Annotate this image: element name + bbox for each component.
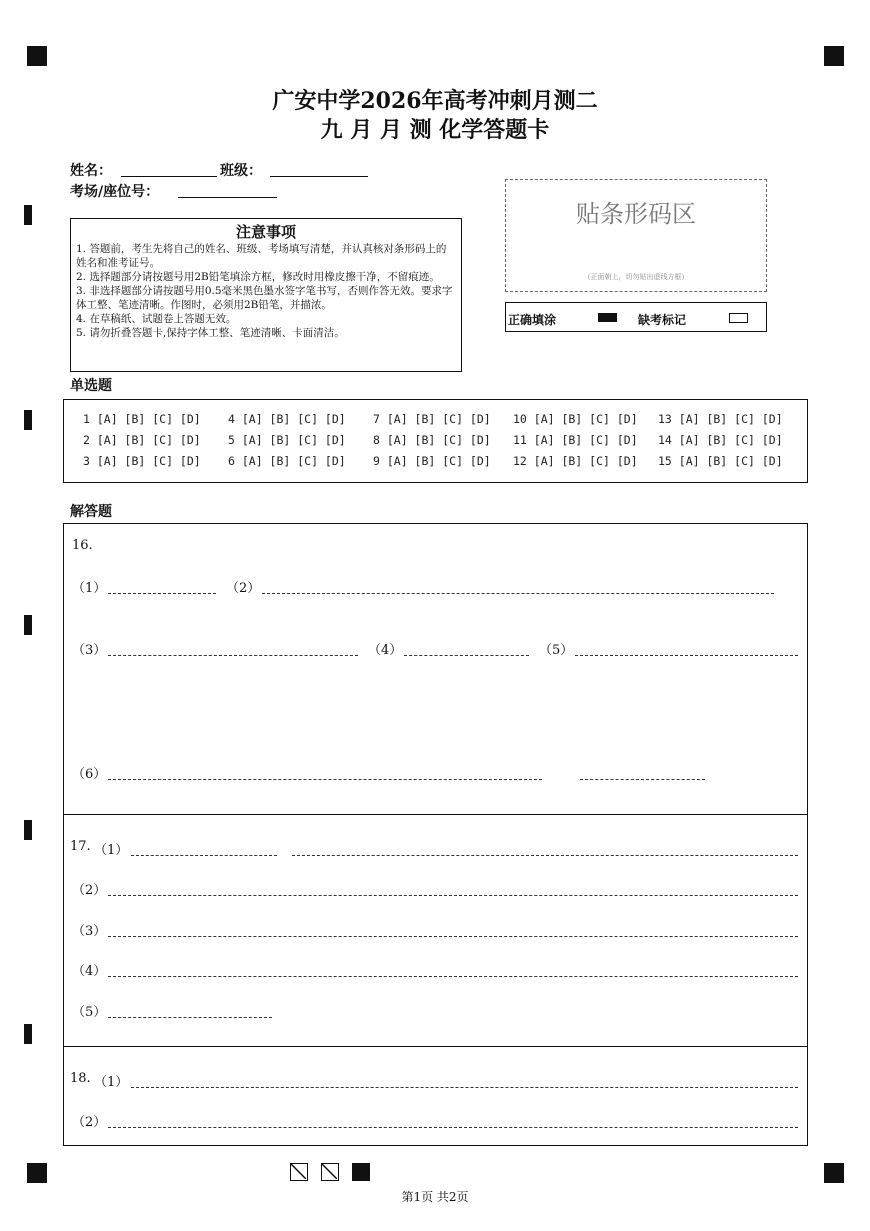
page-code-slash-box [321,1163,339,1181]
answer-section-title: 解答题 [70,504,112,520]
q17-part2-label: （2） [72,883,107,898]
notice-title: 注意事项 [235,223,296,241]
absent-label: 缺考标记 [638,313,687,327]
q16-part4-line[interactable] [404,655,529,656]
page-code-filled-box [352,1163,370,1181]
q17-part5-line[interactable] [108,1017,272,1018]
notice-item: 3. 非选择题部分请按题号用0.5毫米黑色墨水签字笔书写，否则作答无效。要求字体工整、笔迹清晰。作图时，必须用2B铅笔，并描浓。 [76,285,453,311]
q18-part2-line[interactable] [108,1127,798,1128]
q16-part6-line2[interactable] [580,779,705,780]
class-label: 班级： [220,163,262,179]
q17-part1-label: （1） [94,843,129,858]
fill-legend [505,302,767,332]
corner-mark-bottom-right [824,1163,844,1183]
mc-item[interactable]: 13 [A] [B] [C] [D] [658,412,783,426]
timing-mark [24,410,32,430]
notice-box [70,218,462,372]
q16-part6-line[interactable] [108,779,542,780]
mc-item[interactable]: 2 [A] [B] [C] [D] [83,433,201,447]
q18-number: 18. [70,1071,91,1086]
absent-checkbox[interactable] [729,313,748,323]
mc-item[interactable]: 11 [A] [B] [C] [D] [513,433,638,447]
correct-fill-sample [598,313,617,322]
q17-part4-line[interactable] [108,976,798,977]
class-field[interactable] [270,176,368,177]
seat-label: 考场/座位号： [70,184,160,200]
q16-answer-box [63,523,808,815]
mc-item[interactable]: 1 [A] [B] [C] [D] [83,412,201,426]
mc-item[interactable]: 14 [A] [B] [C] [D] [658,433,783,447]
mc-answer-box [63,399,808,483]
name-field[interactable] [121,176,217,177]
mc-item[interactable]: 8 [A] [B] [C] [D] [373,433,491,447]
q18-part2-label: （2） [72,1115,107,1130]
q17-part3-line[interactable] [108,936,798,937]
q16-part1-line[interactable] [108,593,216,594]
q17-part3-label: （3） [72,924,107,939]
q16-part2-line[interactable] [262,593,774,594]
mc-item[interactable]: 5 [A] [B] [C] [D] [228,433,346,447]
q16-part2-label: （2） [226,581,261,596]
mc-item[interactable]: 6 [A] [B] [C] [D] [228,454,346,468]
q18-part1-line[interactable] [131,1087,798,1088]
q16-number: 16. [72,538,93,553]
corner-mark-top-left [27,46,47,66]
page-title: 广安中学2026年高考冲刺月测二 [272,88,598,114]
q17-part4-label: （4） [72,964,107,979]
q16-part6-label: （6） [72,767,107,782]
q18-answer-box [63,1046,808,1146]
mc-item[interactable]: 15 [A] [B] [C] [D] [658,454,783,468]
q16-part5-label: （5） [539,643,574,658]
barcode-area [505,179,767,292]
mc-item[interactable]: 7 [A] [B] [C] [D] [373,412,491,426]
notice-item: 2. 选择题部分请按题号用2B铅笔填涂方框，修改时用橡皮擦干净，不留痕迹。 [76,271,440,283]
correct-fill-label: 正确填涂 [508,313,557,327]
timing-mark [24,820,32,840]
q16-part3-label: （3） [72,643,107,658]
q16-part1-label: （1） [72,581,107,596]
page-code-slash-box [290,1163,308,1181]
mc-item[interactable]: 12 [A] [B] [C] [D] [513,454,638,468]
mc-item[interactable]: 3 [A] [B] [C] [D] [83,454,201,468]
notice-item: 5. 请勿折叠答题卡,保持字体工整、笔迹清晰、卡面清洁。 [76,327,345,339]
corner-mark-top-right [824,46,844,66]
seat-field[interactable] [178,197,277,198]
q16-part5-line[interactable] [575,655,798,656]
timing-mark [24,205,32,225]
q16-part3-line[interactable] [108,655,358,656]
q17-answer-box [63,814,808,1047]
q17-part1-line[interactable] [131,855,277,856]
q16-part4-label: （4） [368,643,403,658]
mc-item[interactable]: 9 [A] [B] [C] [D] [373,454,491,468]
q18-part1-label: （1） [94,1075,129,1090]
notice-item: 1. 答题前，考生先将自己的姓名、班级、考场填写清楚，并认真核对条形码上的姓名和准考证号。 [76,243,447,269]
timing-mark [24,615,32,635]
mc-section-title: 单选题 [70,378,112,394]
page-number: 第1页 共2页 [401,1190,469,1204]
notice-item: 4. 在草稿纸、试题卷上答题无效。 [76,313,237,325]
timing-mark [24,1024,32,1044]
q17-part5-label: （5） [72,1005,107,1020]
q17-number: 17. [70,839,91,854]
mc-item[interactable]: 10 [A] [B] [C] [D] [513,412,638,426]
barcode-hint: （正面朝上，切勿贴出虚线方框） [583,273,689,281]
page-subtitle: 九 月 月 测 化学答题卡 [320,117,550,143]
q17-part1-line2[interactable] [292,855,798,856]
corner-mark-bottom-left [27,1163,47,1183]
mc-item[interactable]: 4 [A] [B] [C] [D] [228,412,346,426]
barcode-label: 贴条形码区 [576,200,696,228]
q17-part2-line[interactable] [108,895,798,896]
name-label: 姓名： [70,163,112,179]
